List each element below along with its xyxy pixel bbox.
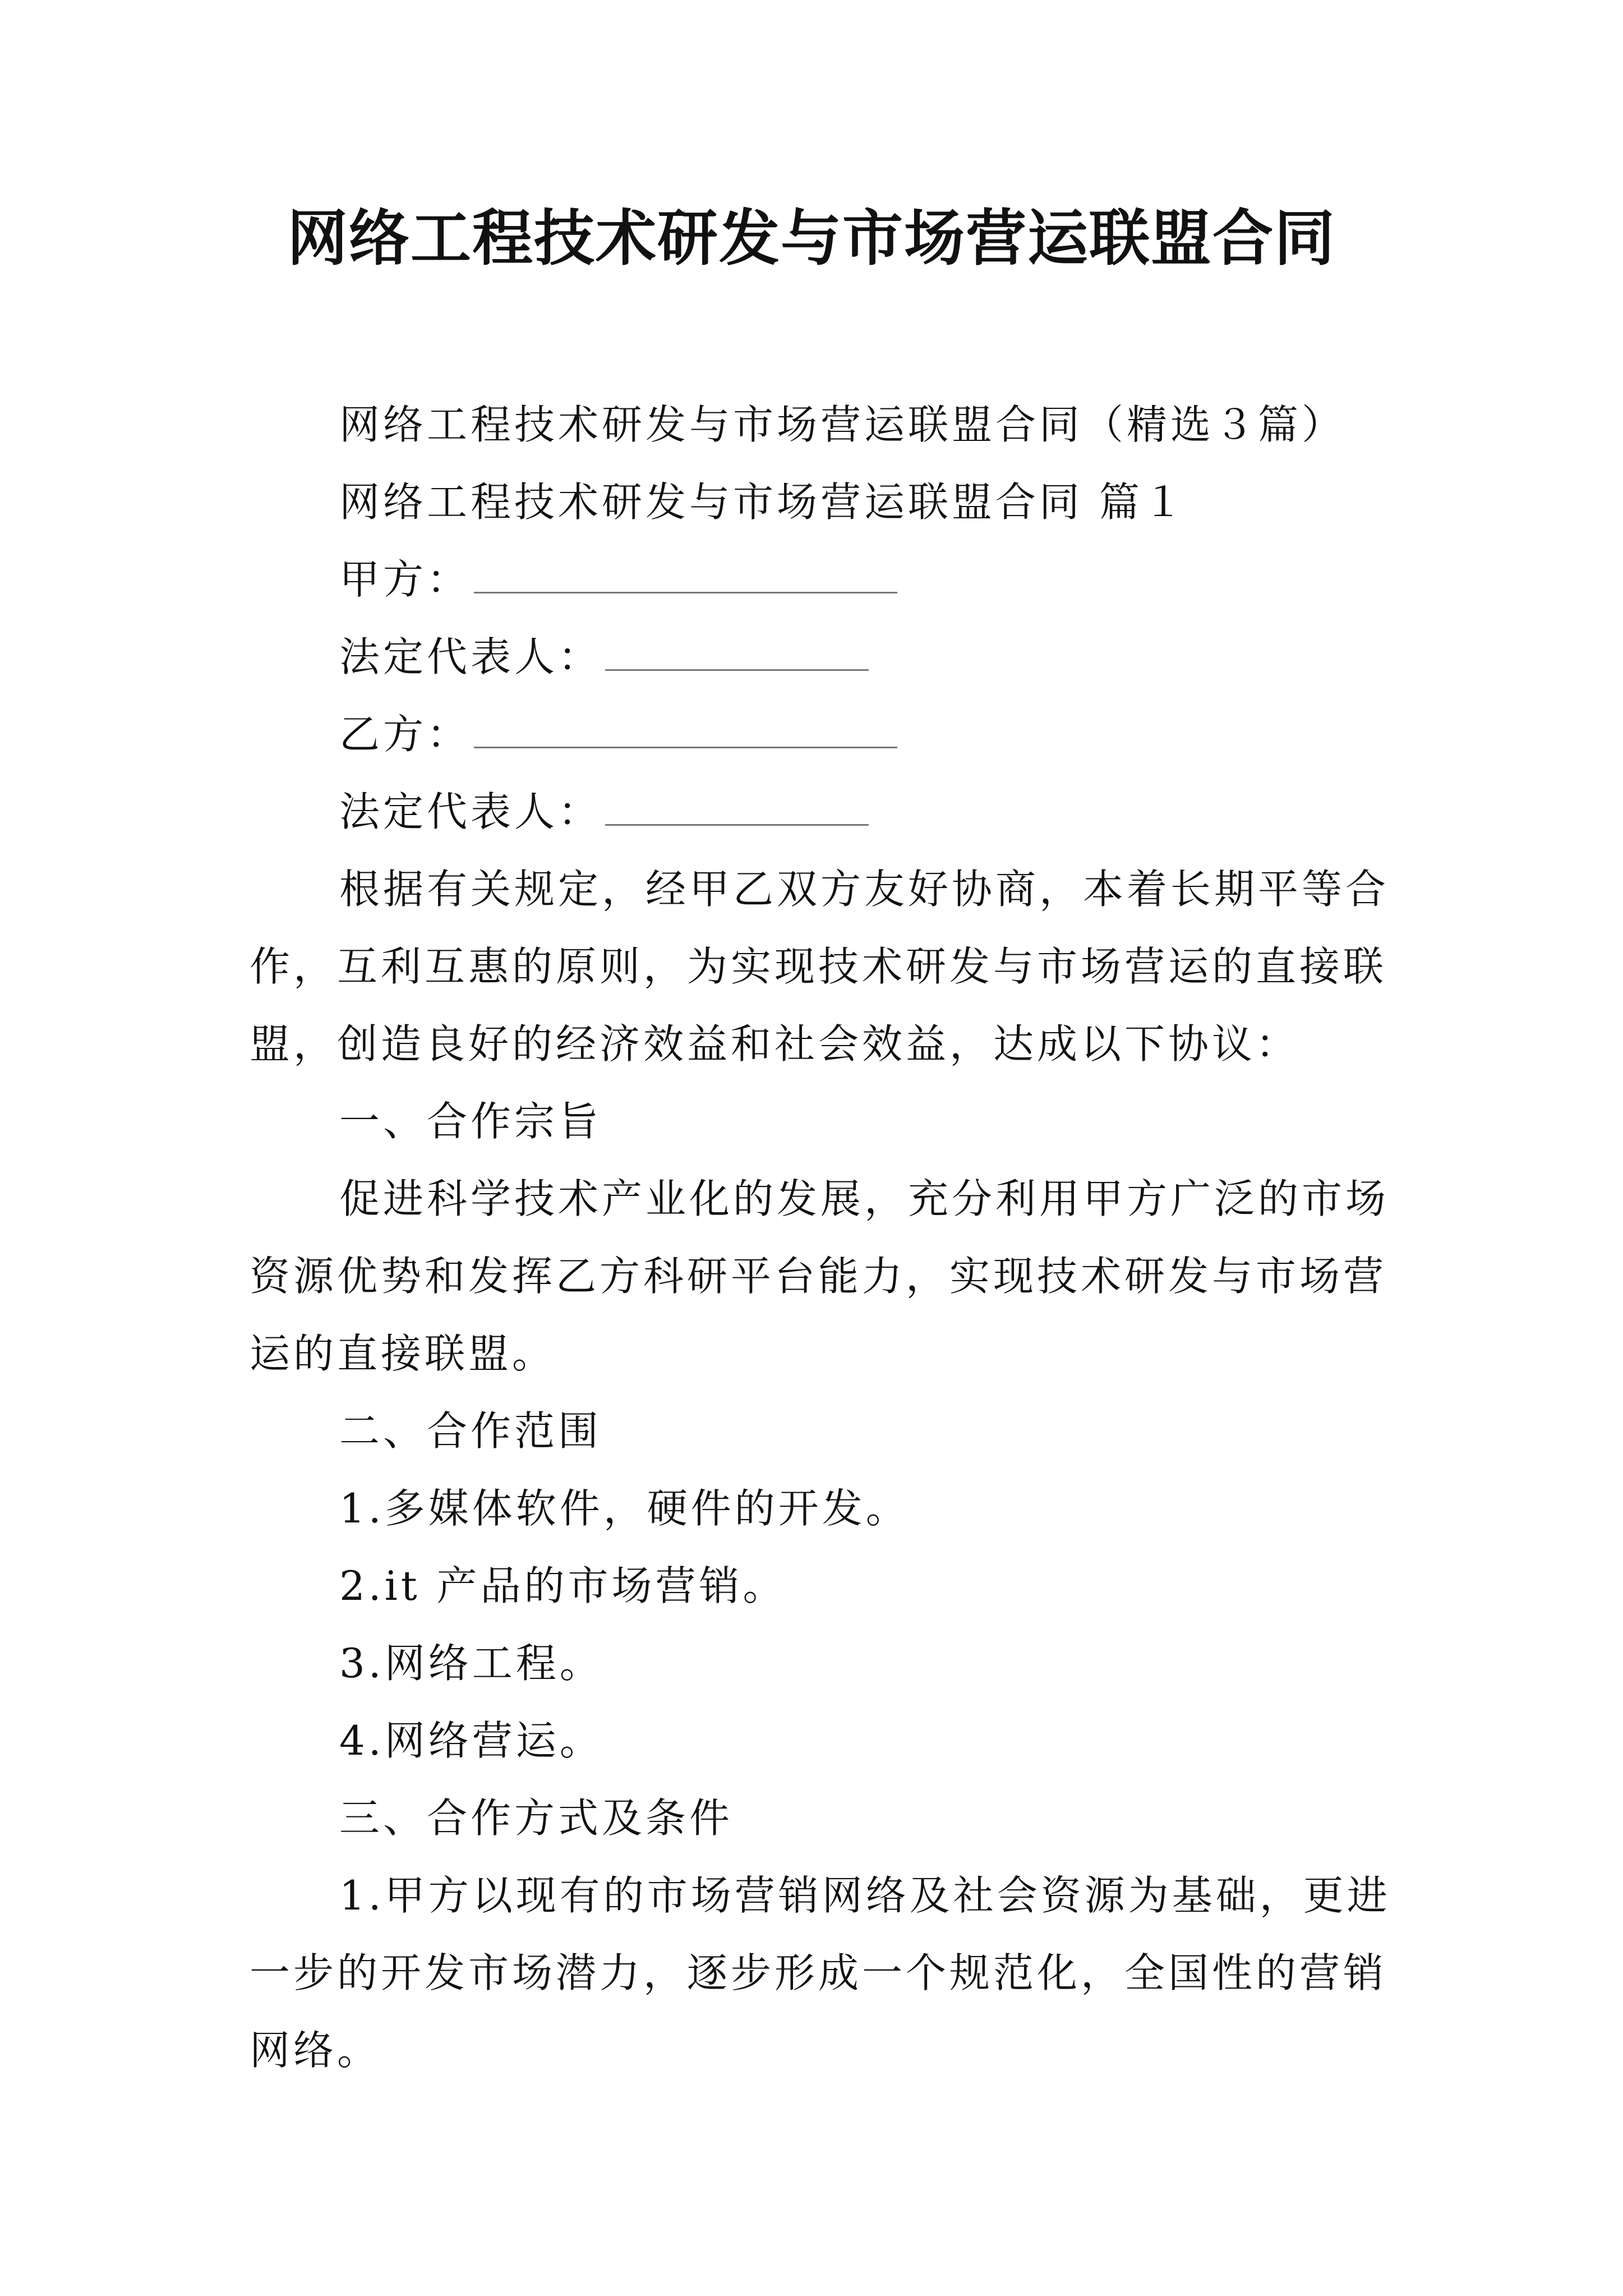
party-a-blank [474, 557, 897, 593]
section-heading: 网络工程技术研发与市场营运联盟合同 篇１ [339, 478, 1187, 526]
party-a-rep-blank [605, 634, 869, 671]
subtitle: 网络工程技术研发与市场营运联盟合同（精选３篇） [339, 401, 1346, 448]
clause3-line: 1.甲方以现有的市场营销网络及社会资源为基础，更进 [339, 1872, 1391, 1919]
clause3-title: 三、合作方式及条件 [339, 1795, 734, 1842]
clause2-item: 1.多媒体软件，硬件的开发。 [339, 1485, 910, 1532]
party-b-rep-line [339, 773, 869, 850]
party-b-blank [474, 712, 897, 748]
party-a-line [339, 541, 897, 618]
intro-line: 盟，创造良好的经济效益和社会效益，达成以下协议： [250, 1020, 1300, 1068]
party-b-line [339, 696, 897, 773]
party-a-rep-line [339, 618, 869, 696]
party-b-rep-label: 法定代表人： [339, 788, 602, 835]
party-b-rep-blank [605, 789, 869, 826]
clause2-item: 4.网络营运。 [339, 1717, 603, 1764]
clause3-line: 一步的开发市场潜力，逐步形成一个规范化，全国性的营销 [250, 1949, 1387, 1996]
clause1-line: 促进科学技术产业化的发展，充分利用甲方广泛的市场 [339, 1175, 1390, 1222]
clause2-item: 3.网络工程。 [339, 1640, 603, 1687]
clause2-title: 二、合作范围 [339, 1407, 602, 1455]
clause1-line: 运的直接联盟。 [250, 1330, 556, 1377]
party-a-rep-label: 法定代表人： [339, 633, 602, 680]
clause3-line: 网络。 [250, 2027, 381, 2074]
clause1-title: 一、合作宗旨 [339, 1098, 602, 1145]
clause2-item: 2.it 产品的市场营销。 [339, 1562, 787, 1609]
intro-line: 作，互利互惠的原则，为实现技术研发与市场营运的直接联 [250, 943, 1387, 990]
party-a-label: 甲方： [339, 556, 471, 603]
clause1-line: 资源优势和发挥乙方科研平台能力，实现技术研发与市场营 [250, 1253, 1387, 1300]
party-b-label: 乙方： [339, 711, 471, 758]
document-title: 网络工程技术研发与市场营运联盟合同 [287, 203, 1336, 274]
intro-line: 根据有关规定，经甲乙双方友好协商，本着长期平等合 [339, 866, 1390, 913]
